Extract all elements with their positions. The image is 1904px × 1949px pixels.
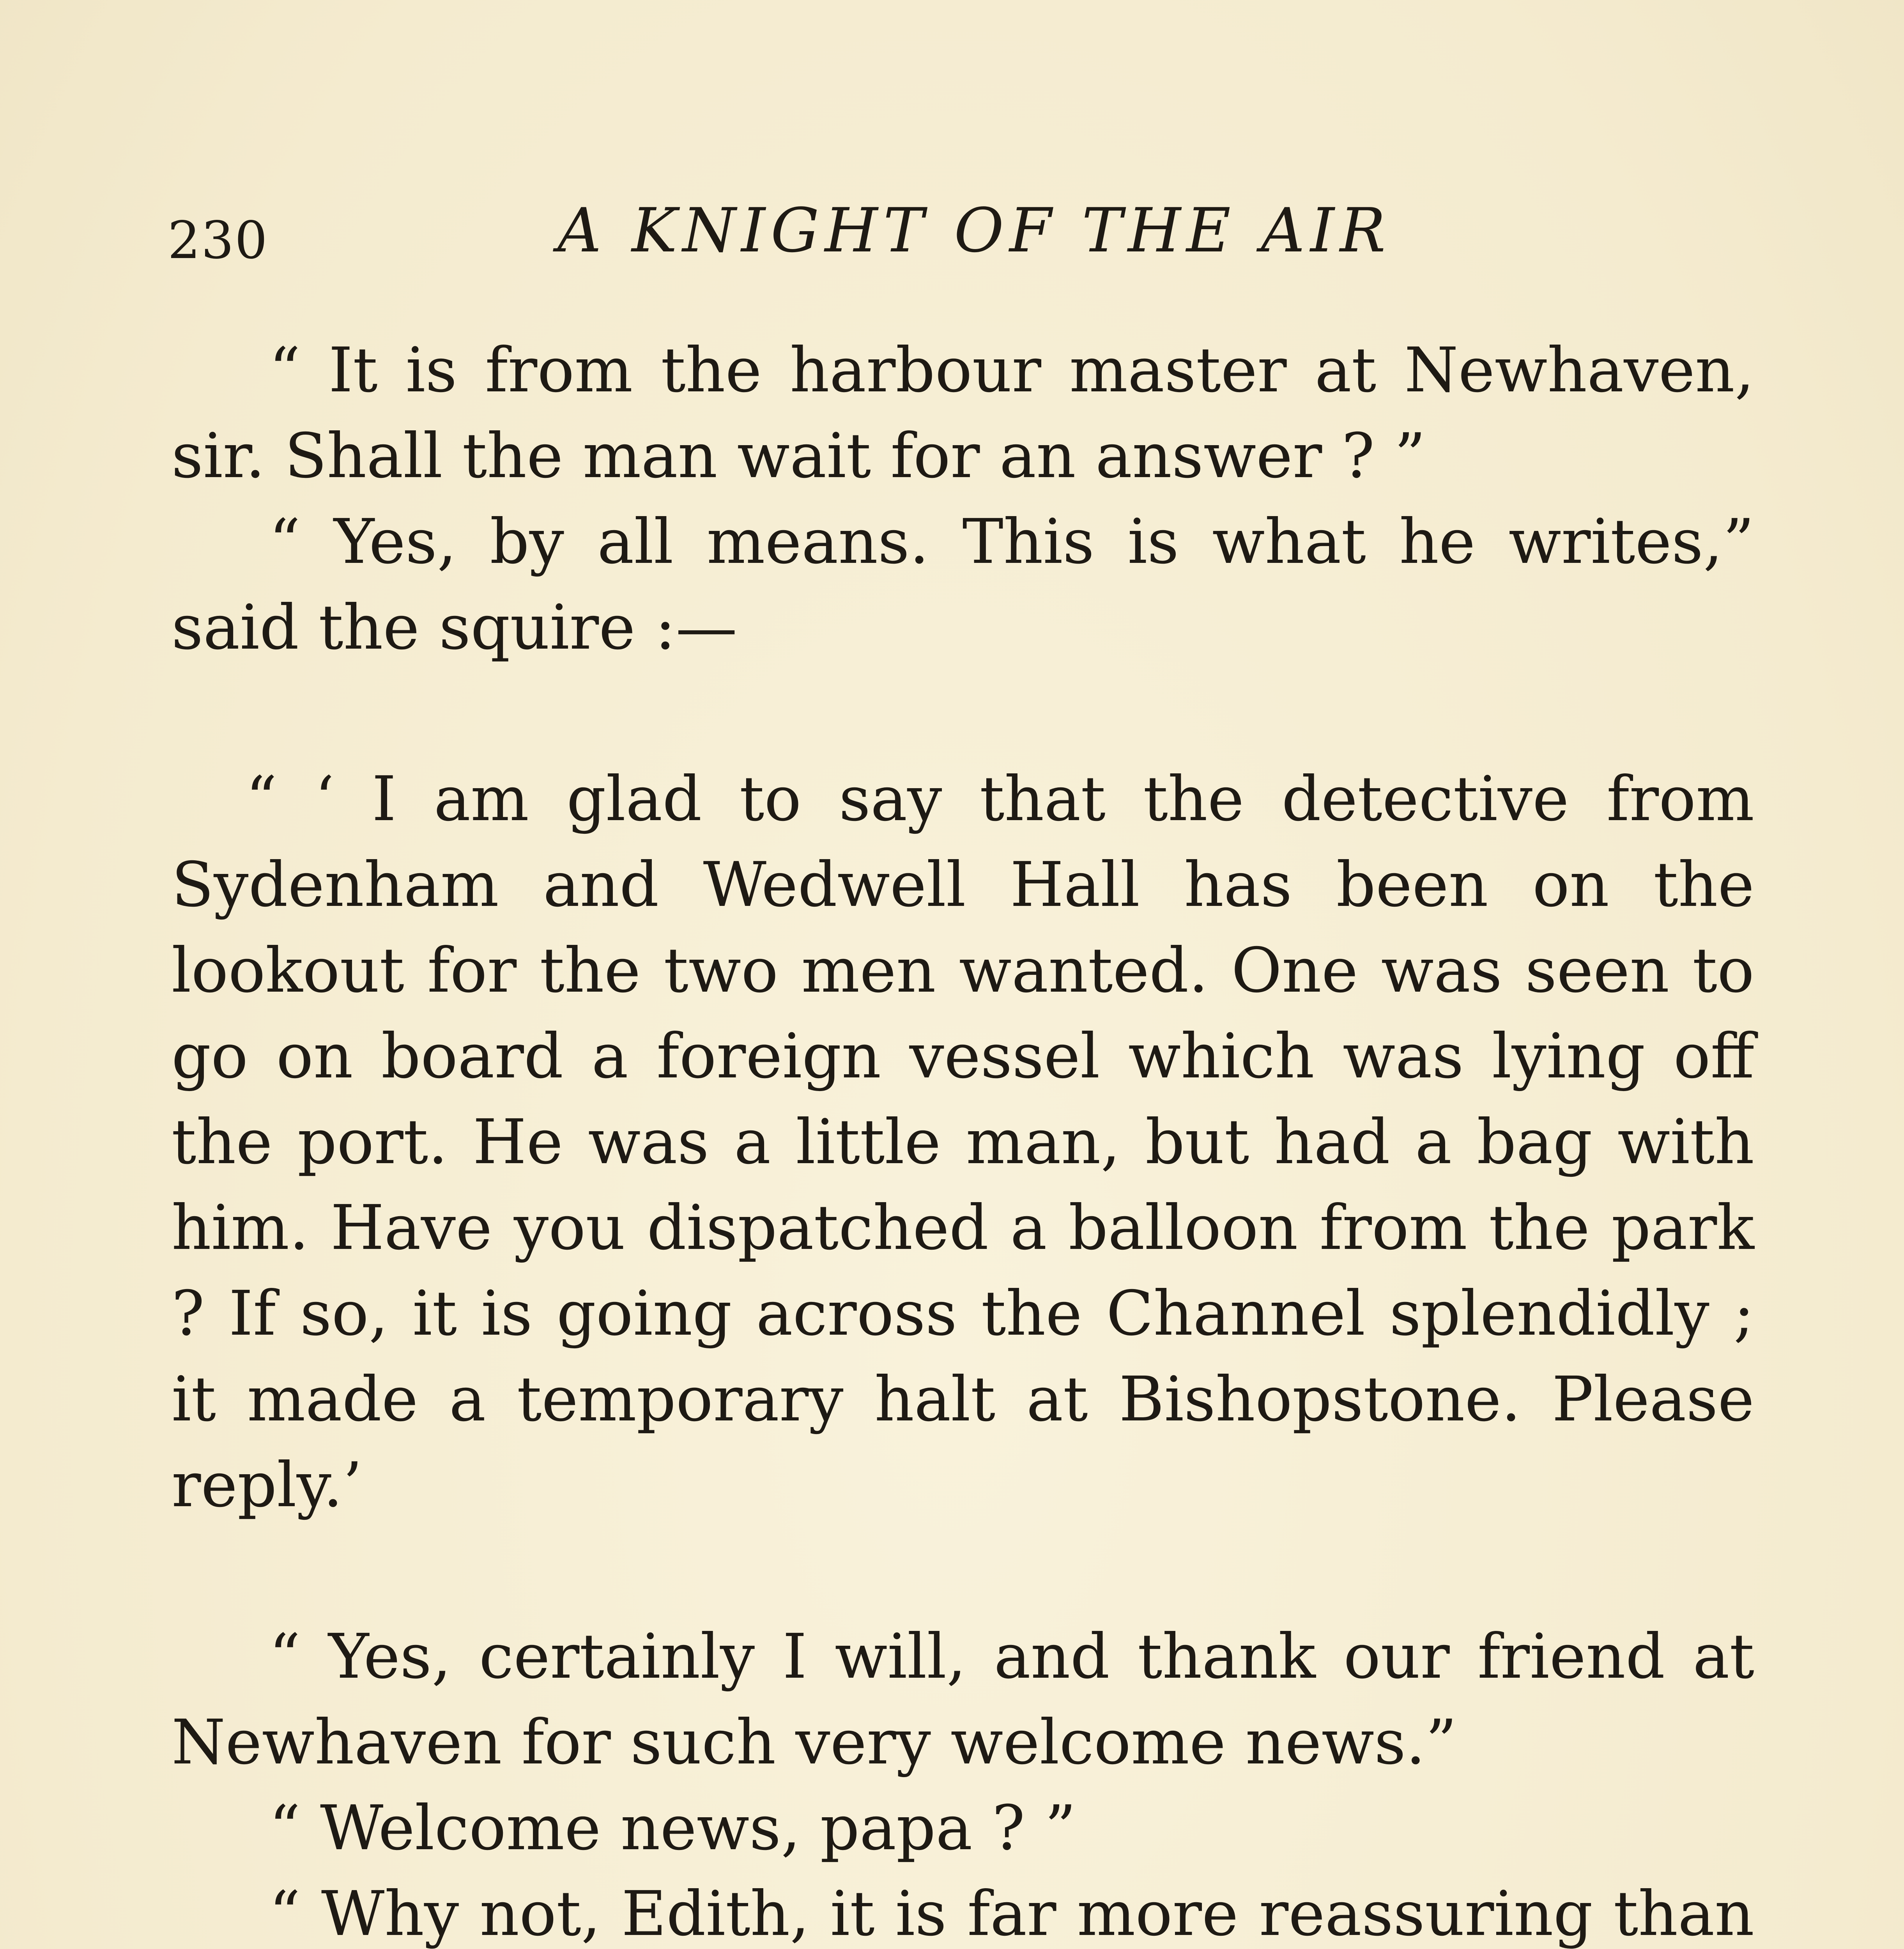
- body-text: [172, 327, 1754, 1949]
- running-head: A KNIGHT OF THE AIR: [557, 195, 1391, 266]
- paragraph: “ Yes, by all means. This is what he writes,” said the squire :—: [172, 506, 1754, 663]
- paragraph: “ Yes, certainly I will, and thank our friend at Newhaven for such very welcome news.”: [172, 1621, 1754, 1778]
- paragraph: “ Why not, Edith, it is far more reassuring than: [269, 1878, 1754, 1949]
- page-header: [168, 195, 1747, 288]
- paragraph: “ It is from the harbour master at Newhaven, sir. Shall the man wait for an answer ? ”: [172, 334, 1754, 492]
- page-number: 230: [168, 210, 268, 271]
- quoted-letter: “ ‘ I am glad to say that the detective from Sydenham and Wedwell Hall has been on the lookout for the two men wanted. One was seen to go on board a foreign vessel which was lying off the port. He was a little man, but had a bag with him. Have you dispatched a balloon from the park ? If so, it is going across the Channel splendidly ; it made a temporary halt at Bishopstone. Please reply.’: [172, 763, 1754, 1521]
- paragraph: “ Welcome news, papa ? ”: [269, 1792, 1076, 1864]
